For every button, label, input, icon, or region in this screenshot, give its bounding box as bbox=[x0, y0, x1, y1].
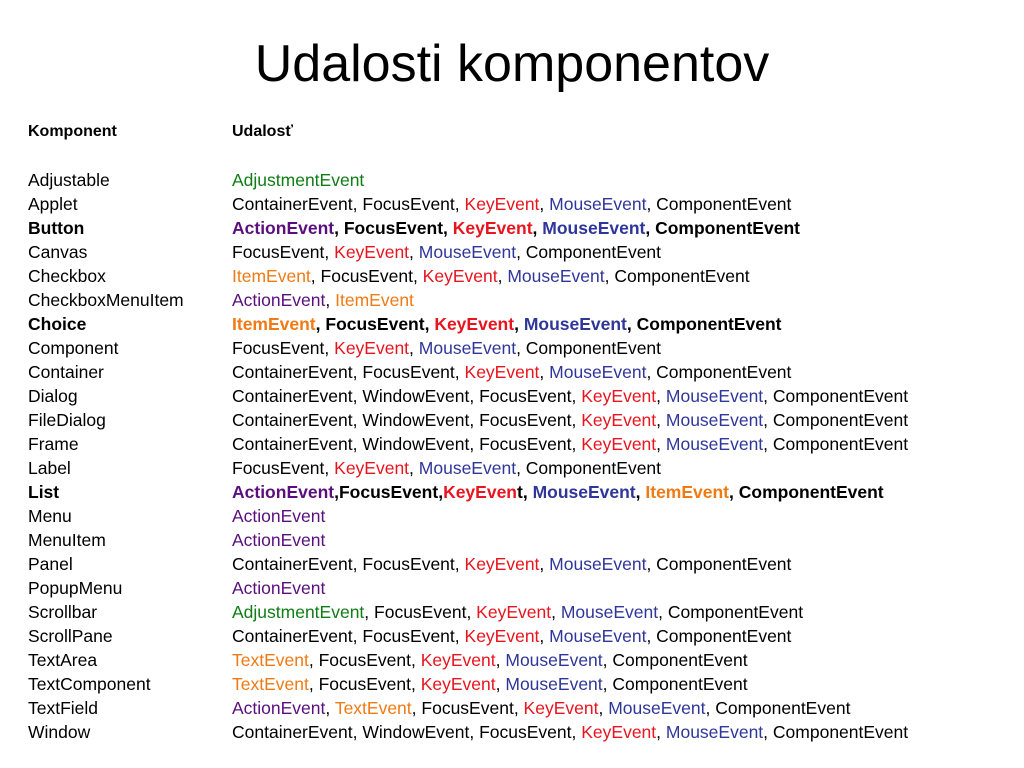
separator: , bbox=[516, 458, 526, 478]
component-name: MenuItem bbox=[28, 530, 106, 550]
separator: , bbox=[310, 266, 321, 286]
separator: , bbox=[443, 218, 453, 238]
table-row bbox=[28, 720, 1018, 744]
component-name: TextArea bbox=[28, 650, 98, 670]
event-name: KeyEvent bbox=[464, 554, 540, 574]
event-name: ComponentEvent bbox=[656, 194, 792, 214]
event-name: ContainerEvent bbox=[232, 554, 353, 574]
event-name: MouseEvent bbox=[665, 386, 764, 406]
separator: , bbox=[602, 674, 613, 694]
event-name: ActionEvent bbox=[232, 290, 326, 310]
component-name: Component bbox=[28, 338, 119, 358]
event-name: MouseEvent bbox=[665, 410, 764, 430]
slide-title: Udalosti komponentov bbox=[254, 35, 770, 93]
event-name: MouseEvent bbox=[665, 722, 764, 742]
separator: , bbox=[352, 626, 363, 646]
separator: , bbox=[454, 362, 465, 382]
event-name: ComponentEvent bbox=[525, 458, 662, 478]
component-name: Dialog bbox=[28, 386, 78, 406]
separator: , bbox=[424, 314, 435, 334]
event-name: KeyEvent bbox=[334, 338, 410, 358]
table-row bbox=[28, 480, 1018, 504]
separator: , bbox=[645, 218, 656, 238]
event-list bbox=[232, 336, 1018, 360]
event-name: MouseEvent bbox=[505, 650, 603, 670]
event-list bbox=[232, 240, 1018, 264]
separator: , bbox=[602, 650, 613, 670]
separator: , bbox=[409, 338, 419, 358]
table-row bbox=[28, 672, 1018, 696]
event-list bbox=[232, 576, 1018, 600]
separator: , bbox=[646, 362, 657, 382]
event-name: KeyEvent bbox=[464, 362, 540, 382]
event-list bbox=[232, 216, 1018, 240]
event-name: FocusEvent bbox=[232, 242, 325, 262]
separator: , bbox=[325, 698, 335, 718]
event-name: FocusEvent bbox=[479, 386, 572, 406]
event-name: FocusEvent bbox=[318, 650, 411, 670]
table-row bbox=[28, 336, 1018, 360]
event-name: WindowEvent bbox=[362, 386, 470, 406]
event-name: MouseEvent bbox=[523, 314, 627, 334]
table-row bbox=[28, 432, 1018, 456]
component-name: Scrollbar bbox=[28, 602, 98, 622]
separator: , bbox=[763, 434, 773, 454]
table-row bbox=[28, 576, 1018, 600]
separator: , bbox=[495, 674, 506, 694]
event-list bbox=[232, 384, 1018, 408]
event-name: KeyEvent bbox=[434, 314, 515, 334]
event-name: ActionEvent bbox=[232, 578, 326, 598]
event-name: KeyEvent bbox=[464, 194, 540, 214]
event-name: TextEvent bbox=[232, 674, 309, 694]
separator: , bbox=[324, 338, 335, 358]
component-name: Panel bbox=[28, 554, 73, 574]
table-row bbox=[28, 288, 1018, 312]
event-list bbox=[232, 672, 1018, 696]
component-name: Button bbox=[28, 218, 85, 238]
separator: , bbox=[466, 602, 477, 622]
separator: , bbox=[324, 458, 335, 478]
table-row bbox=[28, 504, 1018, 528]
table-row bbox=[28, 240, 1018, 264]
event-name: WindowEvent bbox=[362, 434, 470, 454]
event-list bbox=[232, 624, 1018, 648]
separator: , bbox=[352, 194, 363, 214]
separator: , bbox=[729, 482, 739, 502]
header-component: Komponent bbox=[28, 123, 117, 140]
event-name: KeyEvent bbox=[420, 650, 496, 670]
event-name: FocusEvent bbox=[318, 674, 411, 694]
table-row bbox=[28, 456, 1018, 480]
separator: , bbox=[658, 602, 668, 622]
table-row bbox=[28, 552, 1018, 576]
component-name: Container bbox=[28, 362, 104, 382]
separator: , bbox=[539, 194, 550, 214]
event-name: MouseEvent bbox=[505, 674, 603, 694]
event-name: FocusEvent bbox=[325, 314, 425, 334]
separator: , bbox=[571, 722, 582, 742]
event-name: ContainerEvent bbox=[232, 626, 353, 646]
event-name: MouseEvent bbox=[549, 362, 647, 382]
event-list bbox=[232, 552, 1018, 576]
separator: , bbox=[352, 410, 363, 430]
event-list bbox=[232, 528, 1018, 552]
separator: , bbox=[324, 242, 335, 262]
event-name: ItemEvent bbox=[232, 314, 316, 334]
separator: , bbox=[763, 410, 773, 430]
event-name: MouseEvent bbox=[560, 602, 659, 622]
separator: , bbox=[539, 362, 550, 382]
separator: , bbox=[469, 722, 480, 742]
event-name: FocusEvent bbox=[421, 698, 514, 718]
event-name: ComponentEvent bbox=[656, 626, 792, 646]
table-row bbox=[28, 360, 1018, 384]
event-name: ItemEvent bbox=[645, 482, 730, 502]
event-name: KeyEvent bbox=[581, 722, 657, 742]
event-list bbox=[232, 288, 1018, 312]
event-name: ComponentEvent bbox=[715, 698, 851, 718]
separator: , bbox=[495, 650, 506, 670]
separator: , bbox=[308, 674, 319, 694]
event-name: ActionEvent bbox=[232, 530, 326, 550]
separator: , bbox=[635, 482, 646, 502]
event-name: KeyEvent bbox=[476, 602, 552, 622]
separator: , bbox=[469, 434, 480, 454]
event-name: ItemEvent bbox=[232, 266, 311, 286]
separator: , bbox=[438, 482, 444, 502]
separator: , bbox=[656, 386, 666, 406]
table-row bbox=[28, 168, 1018, 192]
separator: , bbox=[514, 314, 524, 334]
component-name: List bbox=[28, 482, 60, 502]
event-name: ComponentEvent bbox=[772, 722, 909, 742]
event-name: ComponentEvent bbox=[655, 218, 800, 238]
event-name: MouseEvent bbox=[665, 434, 764, 454]
event-name: MouseEvent bbox=[549, 626, 647, 646]
event-list bbox=[232, 600, 1018, 624]
component-name: FileDialog bbox=[28, 410, 106, 430]
event-name: WindowEvent bbox=[362, 410, 470, 430]
event-name: ComponentEvent bbox=[667, 602, 804, 622]
table-row bbox=[28, 696, 1018, 720]
event-name: ComponentEvent bbox=[656, 362, 792, 382]
event-name: FocusEvent bbox=[479, 434, 572, 454]
event-name: FocusEvent bbox=[362, 554, 455, 574]
event-name: ComponentEvent bbox=[612, 650, 748, 670]
event-name: MouseEvent bbox=[418, 338, 517, 358]
component-name: Adjustable bbox=[28, 170, 110, 190]
event-name: FocusEvent bbox=[343, 218, 444, 238]
separator: , bbox=[454, 626, 465, 646]
event-name: FocusEvent bbox=[374, 602, 467, 622]
event-name: ContainerEvent bbox=[232, 434, 353, 454]
event-name: FocusEvent bbox=[362, 194, 455, 214]
event-name: ComponentEvent bbox=[656, 554, 792, 574]
event-name: ComponentEvent bbox=[738, 482, 884, 502]
event-name: KeyEvent bbox=[420, 674, 496, 694]
separator: , bbox=[571, 410, 582, 430]
separator: , bbox=[646, 626, 657, 646]
event-name: FocusEvent bbox=[479, 722, 572, 742]
separator: , bbox=[656, 434, 666, 454]
event-name: FocusEvent bbox=[232, 338, 325, 358]
component-name: Choice bbox=[28, 314, 87, 334]
event-name: ComponentEvent bbox=[772, 434, 909, 454]
component-name: Menu bbox=[28, 506, 72, 526]
separator: , bbox=[325, 290, 336, 310]
event-name: FocusEvent bbox=[362, 626, 455, 646]
event-name: KeyEvent bbox=[581, 386, 657, 406]
event-name: MouseEvent bbox=[549, 554, 647, 574]
table-body bbox=[28, 168, 1018, 744]
event-name: MouseEvent bbox=[418, 458, 517, 478]
event-name: FocusEvent bbox=[338, 482, 439, 502]
event-name: ContainerEvent bbox=[232, 386, 353, 406]
separator: , bbox=[469, 410, 480, 430]
event-name: FocusEvent bbox=[479, 410, 572, 430]
event-name: KeyEvent bbox=[452, 218, 533, 238]
separator: , bbox=[646, 194, 657, 214]
separator: , bbox=[469, 386, 480, 406]
event-list bbox=[232, 480, 1018, 504]
event-name: ComponentEvent bbox=[636, 314, 782, 334]
event-name: ContainerEvent bbox=[232, 410, 353, 430]
component-name: Window bbox=[28, 722, 91, 742]
event-name: KeyEvent bbox=[422, 266, 498, 286]
separator: , bbox=[364, 602, 375, 622]
separator: , bbox=[352, 722, 363, 742]
event-name: KeyEvent bbox=[334, 242, 410, 262]
separator: , bbox=[409, 242, 419, 262]
event-name: TextEvent bbox=[232, 650, 309, 670]
separator: , bbox=[763, 722, 773, 742]
table-row bbox=[28, 312, 1018, 336]
separator: , bbox=[598, 698, 609, 718]
separator: , bbox=[571, 434, 582, 454]
separator: , bbox=[604, 266, 615, 286]
table-row bbox=[28, 264, 1018, 288]
table-row bbox=[28, 528, 1018, 552]
event-name: ActionEvent bbox=[232, 482, 335, 502]
separator: t, bbox=[517, 482, 533, 502]
event-name: ComponentEvent bbox=[525, 242, 662, 262]
event-name: ContainerEvent bbox=[232, 194, 353, 214]
event-name: ActionEvent bbox=[232, 698, 326, 718]
event-list bbox=[232, 264, 1018, 288]
event-name: MouseEvent bbox=[542, 218, 646, 238]
component-name: TextField bbox=[28, 698, 99, 718]
event-name: MouseEvent bbox=[608, 698, 706, 718]
header-event: Udalosť bbox=[232, 123, 294, 140]
component-name: Frame bbox=[28, 434, 79, 454]
event-name: AdjustmentEvent bbox=[232, 170, 365, 190]
event-name: AdjustmentEvent bbox=[232, 602, 365, 622]
separator: , bbox=[656, 722, 666, 742]
event-name: ComponentEvent bbox=[525, 338, 662, 358]
event-name: ComponentEvent bbox=[612, 674, 748, 694]
separator: , bbox=[411, 698, 422, 718]
component-name: Applet bbox=[28, 194, 78, 214]
separator: , bbox=[334, 482, 339, 502]
table-row bbox=[28, 408, 1018, 432]
event-name: ItemEvent bbox=[335, 290, 414, 310]
event-name: TextEvent bbox=[334, 698, 412, 718]
separator: , bbox=[315, 314, 326, 334]
event-name: MouseEvent bbox=[418, 242, 517, 262]
table-header-row bbox=[28, 120, 1018, 144]
separator: , bbox=[409, 458, 419, 478]
event-name: WindowEvent bbox=[362, 722, 470, 742]
separator: , bbox=[352, 554, 363, 574]
component-name: Label bbox=[28, 458, 71, 478]
table-row bbox=[28, 384, 1018, 408]
separator: , bbox=[539, 554, 550, 574]
component-name: TextComponent bbox=[28, 674, 151, 694]
separator: , bbox=[308, 650, 319, 670]
separator: , bbox=[705, 698, 716, 718]
event-name: FocusEvent bbox=[232, 458, 325, 478]
separator: , bbox=[539, 626, 550, 646]
event-list bbox=[232, 648, 1018, 672]
separator: , bbox=[626, 314, 637, 334]
separator: , bbox=[411, 674, 421, 694]
separator: , bbox=[352, 362, 363, 382]
separator: , bbox=[551, 602, 561, 622]
table-row bbox=[28, 600, 1018, 624]
separator: , bbox=[656, 410, 666, 430]
event-name: ActionEvent bbox=[232, 218, 335, 238]
table-row bbox=[28, 648, 1018, 672]
event-list bbox=[232, 720, 1018, 744]
separator: , bbox=[763, 386, 773, 406]
component-name: Canvas bbox=[28, 242, 88, 262]
separator: , bbox=[646, 554, 657, 574]
event-name: ContainerEvent bbox=[232, 722, 353, 742]
event-list bbox=[232, 456, 1018, 480]
separator: , bbox=[571, 386, 582, 406]
separator: , bbox=[411, 650, 421, 670]
events-table bbox=[28, 120, 1018, 744]
table-row bbox=[28, 192, 1018, 216]
event-name: MouseEvent bbox=[507, 266, 605, 286]
table-row bbox=[28, 216, 1018, 240]
component-name: CheckboxMenuItem bbox=[28, 290, 184, 310]
event-name: KeyEvent bbox=[581, 410, 657, 430]
event-name: ComponentEvent bbox=[614, 266, 750, 286]
header-spacer bbox=[28, 144, 1018, 168]
event-name: ComponentEvent bbox=[772, 410, 909, 430]
event-name: KeyEven bbox=[443, 482, 517, 502]
event-list bbox=[232, 192, 1018, 216]
event-name: ActionEvent bbox=[232, 506, 326, 526]
event-list bbox=[232, 312, 1018, 336]
event-list bbox=[232, 504, 1018, 528]
event-name: KeyEvent bbox=[581, 434, 657, 454]
separator: , bbox=[412, 266, 423, 286]
table-row bbox=[28, 624, 1018, 648]
separator: , bbox=[334, 218, 344, 238]
separator: , bbox=[532, 218, 543, 238]
event-list bbox=[232, 168, 1018, 192]
event-name: ContainerEvent bbox=[232, 362, 353, 382]
separator: , bbox=[352, 434, 363, 454]
separator: , bbox=[513, 698, 524, 718]
separator: , bbox=[516, 242, 526, 262]
event-list bbox=[232, 696, 1018, 720]
event-name: KeyEvent bbox=[523, 698, 599, 718]
event-name: KeyEvent bbox=[464, 626, 540, 646]
component-name: ScrollPane bbox=[28, 626, 113, 646]
event-name: FocusEvent bbox=[320, 266, 413, 286]
event-name: ComponentEvent bbox=[772, 386, 909, 406]
component-name: Checkbox bbox=[28, 266, 106, 286]
event-name: MouseEvent bbox=[532, 482, 636, 502]
component-name: PopupMenu bbox=[28, 578, 123, 598]
event-list bbox=[232, 360, 1018, 384]
separator: , bbox=[516, 338, 526, 358]
event-list bbox=[232, 432, 1018, 456]
separator: , bbox=[497, 266, 508, 286]
separator: , bbox=[454, 554, 465, 574]
event-name: FocusEvent bbox=[362, 362, 455, 382]
event-list bbox=[232, 408, 1018, 432]
separator: , bbox=[352, 386, 363, 406]
separator: , bbox=[454, 194, 465, 214]
event-name: MouseEvent bbox=[549, 194, 647, 214]
event-name: KeyEvent bbox=[334, 458, 410, 478]
